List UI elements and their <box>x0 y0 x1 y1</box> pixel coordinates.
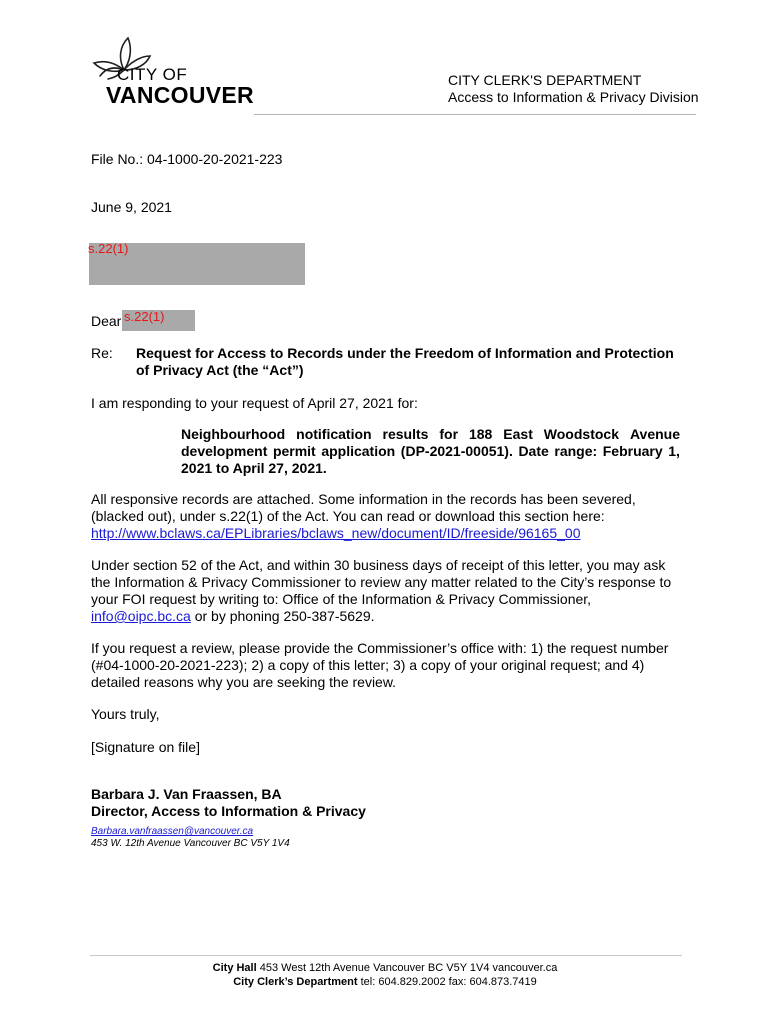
review-paragraph-line-3: your FOI request by writing to: Office of the Information & Privacy Commissioner, <box>91 591 592 607</box>
division-name: Access to Information & Privacy Division <box>448 89 699 105</box>
oipc-email-link[interactable]: info@oipc.bc.ca <box>91 608 191 624</box>
redacted-address-block <box>89 243 305 285</box>
redaction-code: s.22(1) <box>88 241 129 256</box>
request-word: development <box>181 443 268 459</box>
request-word: 188 <box>468 426 493 442</box>
footer-line-2 <box>0 975 770 989</box>
request-word: East <box>503 426 533 442</box>
request-word: notification <box>296 426 372 442</box>
letter-date: June 9, 2021 <box>91 199 172 215</box>
redacted-recipient-name <box>122 310 195 331</box>
closing: Yours truly, <box>91 706 160 722</box>
salutation: Dear <box>91 313 122 329</box>
footer-line-1 <box>0 961 770 975</box>
review-paragraph-line-1: Under section 52 of the Act, and within 30 business days of receipt of this letter, you may ask <box>91 557 666 573</box>
footer-contact: tel: 604.829.2002 fax: 604.873.7419 <box>357 976 537 988</box>
request-word: Avenue <box>629 426 680 442</box>
logo-text-city-of: CITY OF <box>117 65 188 84</box>
footer-divider <box>90 955 682 956</box>
request-line-1 <box>181 426 680 443</box>
re-subject-line-2: of Privacy Act (the “Act”) <box>136 362 304 378</box>
intro-text: I am responding to your request of April 27, 2021 for: <box>91 395 418 411</box>
signature-placeholder: [Signature on file] <box>91 739 200 755</box>
request-word: range: <box>554 443 598 459</box>
request-word: February <box>602 443 663 459</box>
review-paragraph-line-4 <box>91 608 375 625</box>
request-word: 1, <box>668 443 680 459</box>
request-word: permit <box>272 443 316 459</box>
signer-email-link[interactable]: Barbara.vanfraassen@vancouver.ca <box>91 826 254 837</box>
header-divider <box>254 114 696 115</box>
request-word: Date <box>518 443 549 459</box>
logo-text-vancouver: VANCOUVER <box>106 82 254 108</box>
records-paragraph-line-2: (blacked out), under s.22(1) of the Act. You can read or download this section here: <box>91 508 605 524</box>
request-word: for <box>439 426 459 442</box>
re-subject-line-1: Request for Access to Records under the Freedom of Information and Protection <box>136 345 674 361</box>
signer-name: Barbara J. Van Fraassen, BA <box>91 786 282 802</box>
footer-address: 453 West 12th Avenue Vancouver BC V5Y 1V4 vancouver.ca <box>256 962 558 974</box>
department-name: CITY CLERK'S DEPARTMENT <box>448 72 642 88</box>
request-review-line-2: (#04-1000-20-2021-223); 2) a copy of this letter; 3) a copy of your original request; and 4) <box>91 657 645 673</box>
footer-city-hall-label: City Hall <box>212 962 257 974</box>
records-paragraph-line-1: All responsive records are attached. Some information in the records has been severed, <box>91 491 636 507</box>
signer-title: Director, Access to Information & Privacy <box>91 803 366 819</box>
phone-text: or by phoning 250-387-5629. <box>190 608 375 624</box>
request-word: (DP-2021-00051). <box>400 443 513 459</box>
redaction-code: s.22(1) <box>124 309 165 324</box>
request-review-line-3: detailed reasons why you are seeking the review. <box>91 674 397 690</box>
request-word: results <box>382 426 429 442</box>
request-word: Woodstock <box>543 426 619 442</box>
request-review-line-1: If you request a review, please provide the Commissioner’s office with: 1) the request number <box>91 640 669 656</box>
review-paragraph-line-2: the Information & Privacy Commissioner to review any matter related to the City’s response to <box>91 574 672 590</box>
re-label: Re: <box>91 345 113 361</box>
bclaws-link[interactable]: http://www.bclaws.ca/EPLibraries/bclaws_new/document/ID/freeside/96165_00 <box>91 525 581 541</box>
request-word: application <box>321 443 396 459</box>
request-line-2 <box>181 443 680 460</box>
footer-department-label: City Clerk’s Department <box>233 976 358 988</box>
file-number: File No.: 04-1000-20-2021-223 <box>91 151 283 167</box>
signer-address: 453 W. 12th Avenue Vancouver BC V5Y 1V4 <box>91 838 290 849</box>
request-line-3: 2021 to April 27, 2021. <box>181 460 327 476</box>
request-word: Neighbourhood <box>181 426 286 442</box>
